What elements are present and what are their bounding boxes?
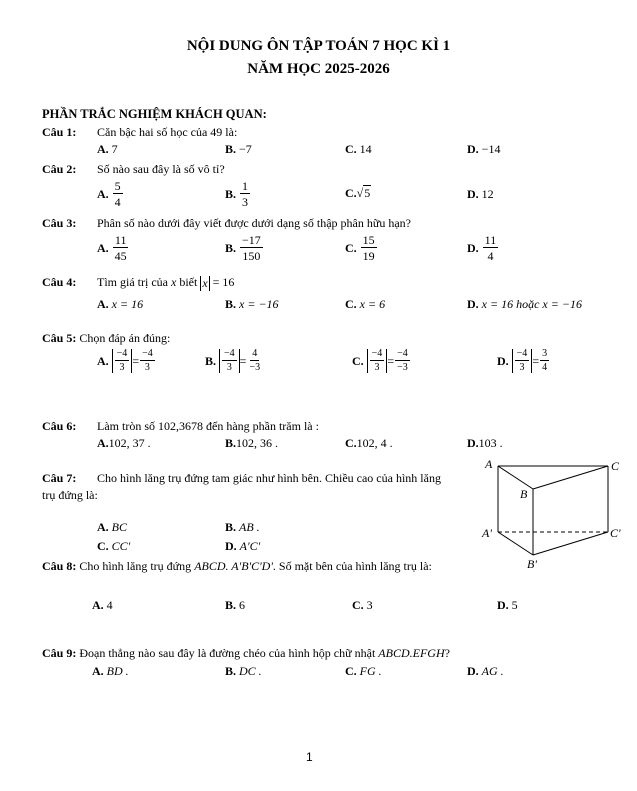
label-a: A bbox=[485, 457, 493, 471]
label-a1: A' bbox=[482, 526, 492, 540]
q5-option-d: D. $\frac{-4}{3}$ = $\frac{3}{4}$ bbox=[497, 348, 548, 373]
q6-text: Làm tròn số 102,3678 đến hàng phần trăm là : bbox=[97, 419, 319, 433]
q8-option-a: A. 4 bbox=[92, 598, 113, 612]
q9-option-b: B. DC . bbox=[225, 664, 262, 678]
edge-ab bbox=[498, 466, 533, 489]
edge-a1b1 bbox=[498, 532, 533, 555]
q7-text-line2: trụ đứng là: bbox=[42, 488, 98, 502]
q1-option-a: A. 7 bbox=[97, 142, 118, 156]
q7-option-a: A. BC bbox=[97, 520, 128, 534]
q3-option-b: B. $\frac{-17}{150}$ bbox=[225, 233, 261, 263]
q5-option-a: A. $\frac{-4}{3}$ = $\frac{-4}{3}$ bbox=[97, 348, 153, 373]
q1-option-b: B. −7 bbox=[225, 142, 252, 156]
q3-text: Phân số nào dưới đây viết được dưới dạng số thập phân hữu hạn? bbox=[97, 216, 411, 230]
q6-option-c: C.102, 4 . bbox=[345, 436, 393, 450]
q6-option-a: A.102, 37 . bbox=[97, 436, 151, 450]
q8-option-c: C. 3 bbox=[352, 598, 373, 612]
q5-question: Câu 5: Chọn đáp án đúng: bbox=[42, 331, 171, 345]
q2-text: Số nào sau đây là số vô tỉ? bbox=[97, 162, 225, 176]
edge-b1c1 bbox=[533, 532, 608, 555]
doc-subtitle: NĂM HỌC 2025-2026 bbox=[247, 61, 390, 77]
q7-option-d: D. A'C' bbox=[225, 539, 261, 553]
q3-option-a: A. $\frac{11}{45}$ bbox=[97, 233, 127, 263]
q5-option-c: C. $\frac{-4}{3}$ = $\frac{-4}{-3}$ bbox=[352, 348, 408, 373]
q1-text: Căn bậc hai số học của 49 là: bbox=[97, 125, 238, 139]
q3-label: Câu 3: bbox=[42, 216, 77, 230]
q4-text: Tìm giá trị của x biết x = 16 bbox=[97, 275, 235, 290]
q4-label: Câu 4: bbox=[42, 275, 77, 289]
q5-option-b: B. $\frac{-4}{3}$ = $\frac{4}{-3}$ bbox=[205, 348, 261, 373]
q4-option-a: A. x = 16 bbox=[97, 297, 144, 311]
q6-option-d: D.103 . bbox=[467, 436, 503, 450]
edge-bc bbox=[533, 466, 608, 489]
q7-text-line1: Cho hình lăng trụ đứng tam giác như hình bên. Chiều cao của hình lăng bbox=[97, 471, 441, 485]
q2-option-c: C. √5 bbox=[345, 186, 371, 200]
q3-option-d: D. $\frac{11}{4}$ bbox=[467, 233, 497, 263]
q9-question: Câu 9: Đoạn thẳng nào sau đây là đường chéo của hình hộp chữ nhật ABCD.EFGH? bbox=[42, 646, 450, 660]
q1-option-d: D. −14 bbox=[467, 142, 501, 156]
q2-option-a: A. $\frac{5}{4}$ bbox=[97, 179, 121, 209]
label-b: B bbox=[520, 487, 528, 501]
doc-title: NỘI DUNG ÔN TẬP TOÁN 7 HỌC KÌ 1 bbox=[186, 38, 451, 54]
q7-option-c: C. CC' bbox=[97, 539, 131, 553]
q4-option-d: D. x = 16 hoặc x = −16 bbox=[467, 297, 582, 311]
q2-option-d: D. 12 bbox=[467, 187, 494, 201]
q3-option-c: C. $\frac{15}{19}$ bbox=[345, 233, 375, 263]
q4-option-c: C. x = 6 bbox=[345, 297, 386, 311]
label-c1: C' bbox=[610, 526, 621, 540]
q8-option-d: D. 5 bbox=[497, 598, 518, 612]
q7-option-b: B. AB . bbox=[225, 520, 260, 534]
q2-option-b: B. $\frac{1}{3}$ bbox=[225, 179, 249, 209]
section-heading: PHẦN TRẮC NGHIỆM KHÁCH QUAN: bbox=[42, 107, 267, 121]
q2-label: Câu 2: bbox=[42, 162, 77, 176]
q4-option-b: B. x = −16 bbox=[225, 297, 279, 311]
q1-option-c: C. 14 bbox=[345, 142, 372, 156]
q6-option-b: B.102, 36 . bbox=[225, 436, 279, 450]
q8-question: Câu 8: Cho hình lăng trụ đứng ABCD. A'B'C'D'. Số mặt bên của hình lăng trụ là: bbox=[42, 559, 432, 573]
q9-option-a: A. BD . bbox=[92, 664, 129, 678]
label-b1: B' bbox=[527, 557, 537, 571]
label-c: C bbox=[611, 459, 620, 473]
q9-option-c: C. FG . bbox=[345, 664, 382, 678]
q6-label: Câu 6: bbox=[42, 419, 77, 433]
q7-label: Câu 7: bbox=[42, 471, 77, 485]
page-number: 1 bbox=[306, 750, 313, 764]
q1-label: Câu 1: bbox=[42, 125, 77, 139]
prism-figure bbox=[478, 456, 628, 576]
q9-option-d: D. AG . bbox=[467, 664, 504, 678]
q8-option-b: B. 6 bbox=[225, 598, 246, 612]
